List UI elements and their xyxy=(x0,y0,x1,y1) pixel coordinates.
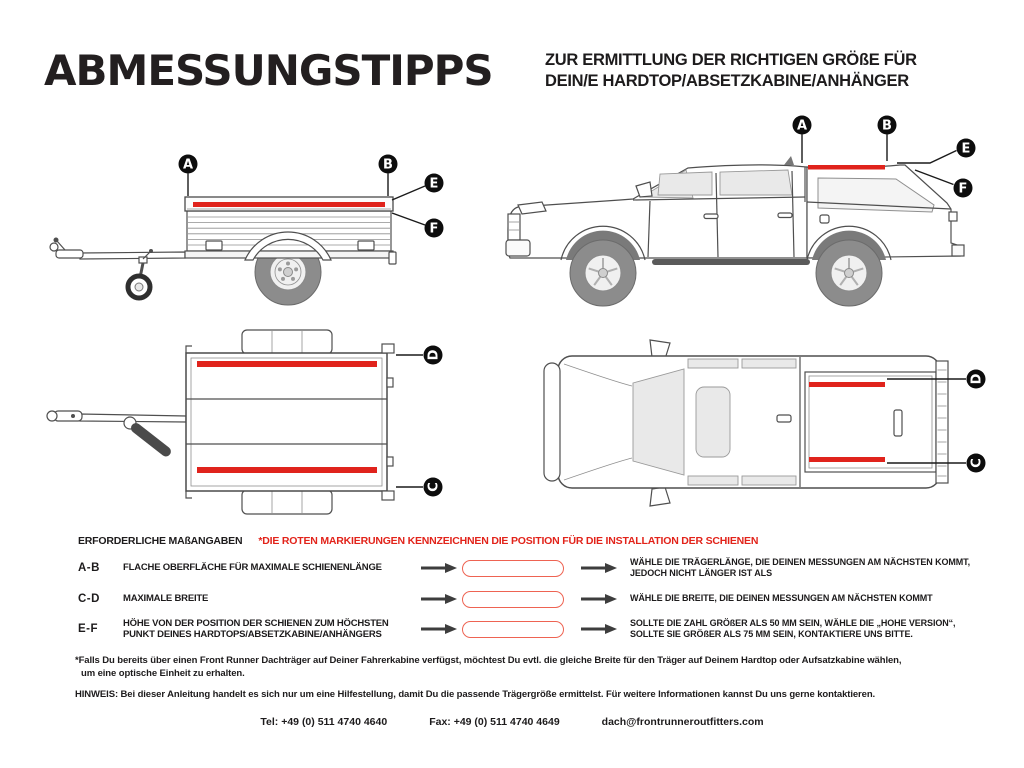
row-description: FLACHE OBERFLÄCHE FÜR MAXIMALE SCHIENENLÄNGE xyxy=(123,562,382,574)
front-door-window xyxy=(658,172,712,195)
row-description: MAXIMALE BREITE xyxy=(123,593,209,605)
row-description: HÖHE VON DER POSITION DER SCHIENEN ZUM HÖCHSTEN PUNKT DEINES HARDTOPS/ABSETZKABINE/ANHÄNGERS xyxy=(123,617,389,640)
contact-line xyxy=(0,716,1024,728)
label-e xyxy=(392,174,444,201)
label-c xyxy=(396,478,443,497)
measurement-row-cd xyxy=(78,586,975,612)
svg-text:E: E xyxy=(961,141,971,157)
row-instruction: WÄHLE DIE TRÄGERLÄNGE, DIE DEINEN MESSUNGEN AM NÄCHSTEN KOMMT, JEDOCH NICHT LÄNGER IST ALS xyxy=(630,556,970,578)
svg-text:F: F xyxy=(958,181,968,197)
antenna-fin xyxy=(784,156,794,165)
measurement-field-ef[interactable] xyxy=(462,621,564,638)
page-subtitle xyxy=(545,50,917,92)
svg-text:A: A xyxy=(796,118,808,134)
rail-position-marker xyxy=(808,165,885,170)
arrow-right-icon xyxy=(581,623,617,635)
label-e xyxy=(897,139,976,164)
door-window-strip xyxy=(742,359,796,368)
trailer-fender-top xyxy=(242,330,332,354)
truck-front-wheel xyxy=(570,240,636,306)
svg-text:C: C xyxy=(426,482,442,492)
footnote-line-2: um eine optische Einheit zu erhalten. xyxy=(81,668,245,679)
svg-text:D: D xyxy=(426,349,442,361)
rail-position-marker xyxy=(809,457,885,462)
trailer-side-view-diagram xyxy=(40,135,460,325)
label-a xyxy=(793,116,812,164)
svg-text:E: E xyxy=(429,176,439,192)
row-key: C-D xyxy=(78,593,100,605)
contact-tel: Tel: +49 (0) 511 4740 4640 xyxy=(260,716,388,728)
grille xyxy=(508,214,520,240)
truck-side-view-diagram xyxy=(500,110,1000,315)
row-instruction: WÄHLE DIE BREITE, DIE DEINEN MESSUNGEN AM NÄCHSTEN KOMMT xyxy=(630,593,933,604)
measurement-field-ab[interactable] xyxy=(462,560,564,577)
trailer-drawbar xyxy=(80,252,185,259)
hinweis-note: HINWEIS: Bei dieser Anleitung handelt es sich nur um eine Hilfestellung, damit Du die passende Trägergröße ermittelst. Für weitere Informationen kannst Du uns gerne kontaktieren. xyxy=(75,689,876,700)
front-bumper xyxy=(544,363,560,481)
trailer-coupler xyxy=(56,250,83,258)
arrow-right-icon xyxy=(581,593,617,605)
label-b xyxy=(878,116,897,162)
row-key: E-F xyxy=(78,623,99,635)
measurement-field-cd[interactable] xyxy=(462,591,564,608)
svg-text:B: B xyxy=(383,157,393,173)
side-mirror xyxy=(650,487,670,506)
rocker-step xyxy=(652,259,810,265)
measurement-row-ab xyxy=(78,553,975,583)
contact-fax: Fax: +49 (0) 511 4740 4649 xyxy=(429,716,560,728)
svg-text:C: C xyxy=(969,458,985,468)
subtitle-line-2: DEIN/E HARDTOP/ABSETZKABINE/ANHÄNGER xyxy=(545,72,909,90)
rail-position-marker xyxy=(197,467,377,473)
label-b xyxy=(379,155,398,197)
svg-text:B: B xyxy=(882,118,892,134)
measurement-section-header xyxy=(78,535,758,547)
arrow-right-icon xyxy=(421,562,457,574)
truck-top-view-diagram xyxy=(500,330,1000,520)
svg-text:A: A xyxy=(182,157,194,173)
subtitle-line-1: ZUR ERMITTLUNG DER RICHTIGEN GRÖßE FÜR xyxy=(545,51,917,69)
svg-text:F: F xyxy=(429,221,439,237)
sunroof xyxy=(696,387,730,457)
asterisk-footnote xyxy=(75,654,955,680)
rear-door-window xyxy=(720,170,792,195)
door-handle xyxy=(704,214,718,219)
door-window-strip xyxy=(688,476,738,485)
side-mirror xyxy=(636,182,652,197)
svg-text:D: D xyxy=(969,373,985,385)
rail-position-marker xyxy=(197,361,377,367)
rear-bumper xyxy=(952,245,964,256)
red-markings-note: *DIE ROTEN MARKIERUNGEN KENNZEICHNEN DIE POSITION FÜR DIE INSTALLATION DER SCHIENEN xyxy=(258,535,759,547)
door-handle xyxy=(778,213,792,218)
contact-email: dach@frontrunneroutfitters.com xyxy=(601,716,764,728)
footnote-line-1: *Falls Du bereits über einen Front Runner Dachträger auf Deiner Fahrerkabine verfügst, möchtest Du evtl. die gleiche Breite für den Träger auf Deinem Hardtop oder Aufsatzkabine wählen, xyxy=(75,655,902,666)
handbrake-lever xyxy=(129,421,173,458)
label-d xyxy=(396,346,443,365)
door-window-strip xyxy=(688,359,738,368)
front-bumper xyxy=(506,240,530,256)
section-heading: ERFORDERLICHE MAßANGABEN xyxy=(78,535,243,547)
row-instruction: SOLLTE DIE ZAHL GRÖßER ALS 50 MM SEIN, WÄHLE DIE „HOHE VERSION“, SOLLTE SIE GRÖßER ALS 75 MM SEIN, KONTAKTIERE UNS BITTE. xyxy=(630,617,956,639)
arrow-right-icon xyxy=(421,623,457,635)
arrow-right-icon xyxy=(421,593,457,605)
door-window-strip xyxy=(742,476,796,485)
trailer-coupler xyxy=(54,411,82,421)
taillight xyxy=(949,212,957,221)
windshield xyxy=(633,369,684,475)
trailer-top-view-diagram xyxy=(40,322,460,522)
page-title: ABMESSUNGSTIPPS xyxy=(44,46,493,95)
truck-rear-wheel xyxy=(816,240,882,306)
trailer-fender-bottom xyxy=(242,490,332,514)
measurement-row-ef xyxy=(78,612,975,646)
rail-position-marker xyxy=(809,382,885,387)
row-key: A-B xyxy=(78,562,100,574)
rail-position-marker xyxy=(193,202,385,207)
label-a xyxy=(179,155,198,197)
label-f xyxy=(392,213,444,238)
fuel-door xyxy=(820,215,829,223)
arrow-right-icon xyxy=(581,562,617,574)
